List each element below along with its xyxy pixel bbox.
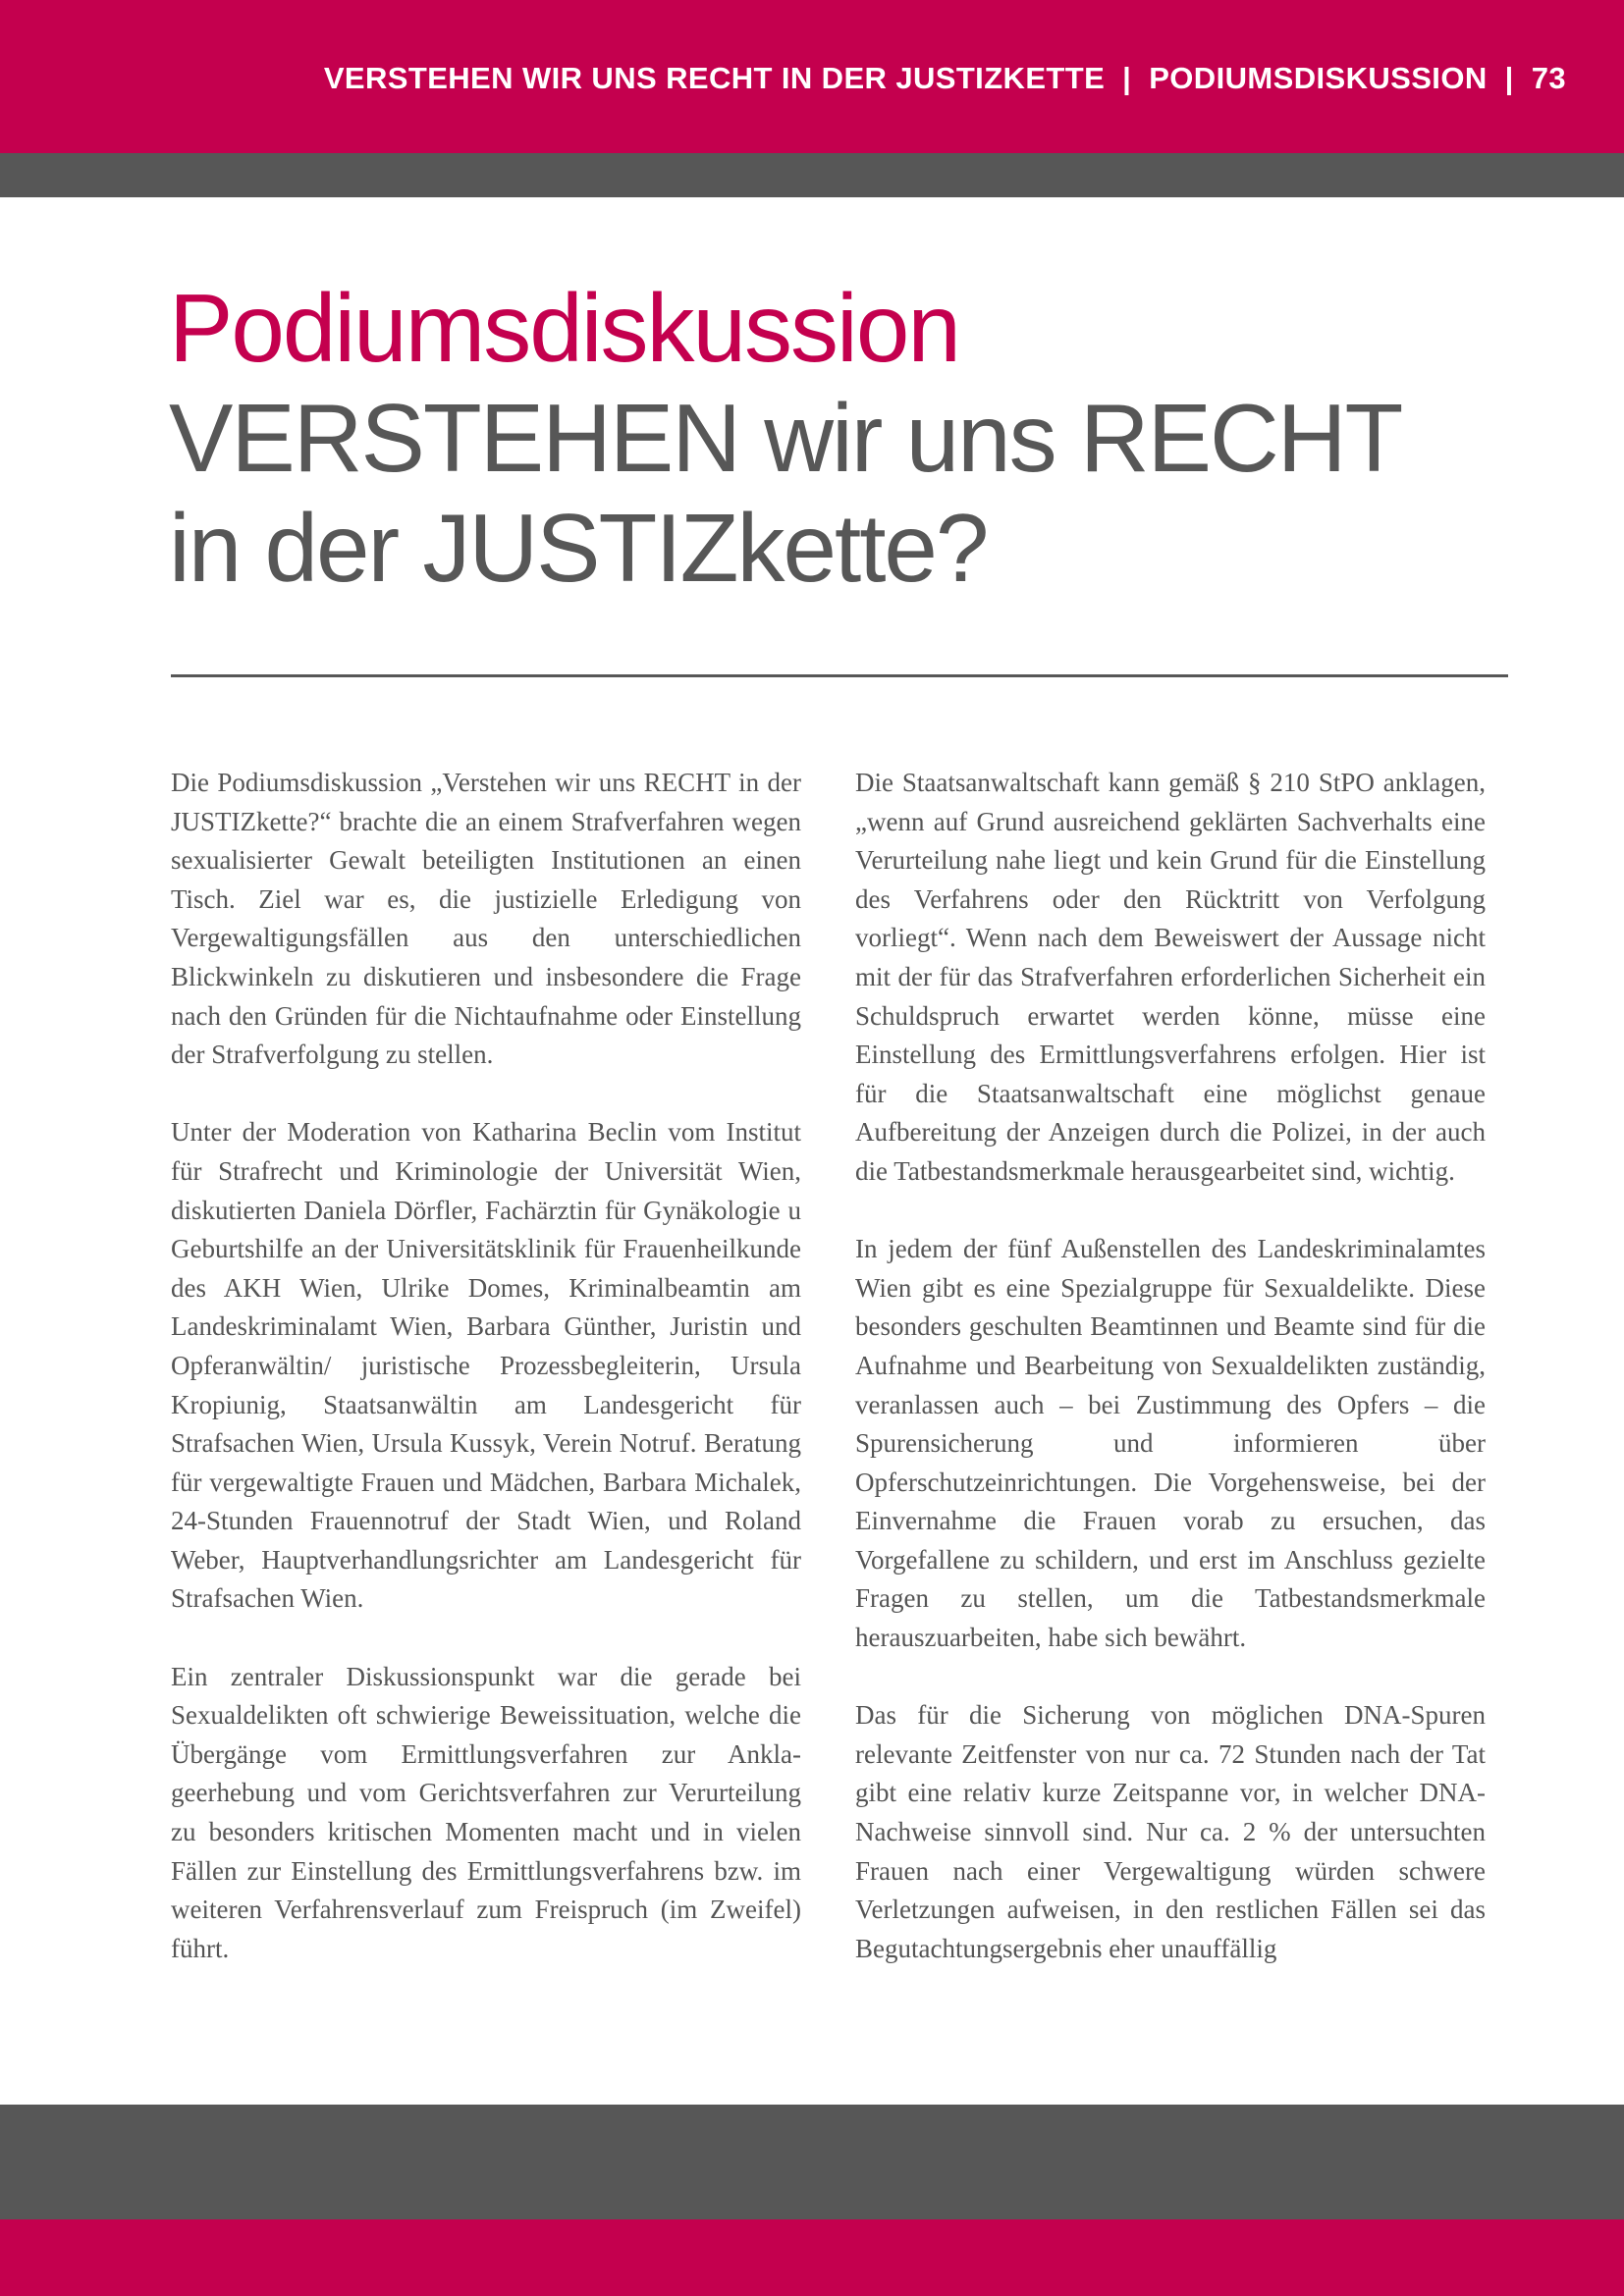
right-column [855,764,1486,2007]
running-header-section: PODIUMSDISKUSSION [1149,61,1488,95]
paragraph: Unter der Moderation von Katharina Beclin vom Institut für Strafrecht und Kriminologie der Universität Wien, diskutierten Daniela Dörfler, Fachärztin für Gynäkologie u Geburtshilfe an der Universitätsklinik für Frauenheilkunde des AKH Wien, Ulrike Domes, Kriminalbeamtin am Landeskriminalamt Wien, Barbara Günther, Juristin und Opferanwältin/ juristische Prozessbegleiterin, Ursula Kropiunig, Staatsanwältin am Landesgericht für Strafsachen Wien, Ursula Kussyk, Verein Notruf. Beratung für vergewaltigte Frauen und Mädchen, Barbara Michalek, 24-Stunden Frauennotruf der Stadt Wien, und Roland Weber, Hauptverhandlungsrichter am Landesgericht für Strafsachen Wien. [171,1117,801,1614]
running-header-separator: | [1122,61,1132,95]
page-title [169,273,1401,603]
header-grey-band [0,153,1624,197]
footer-band [0,2219,1624,2296]
running-header-title: VERSTEHEN WIR UNS RECHT IN DER JUSTIZKETTE [323,61,1106,95]
title-line-1: Podiumsdiskussion [169,274,959,382]
paragraph: Ein zentraler Diskussionspunkt war die gerade bei Sexualdelikten oft schwierige Beweissituation, welche die Übergänge vom Ermittlungsverfahren zur Anklageerhebung und vom Gerichtsverfahren zur Verurteilung zu besonders kritischen Momenten macht und in vielen Fällen zur Einstellung des Ermittlungsverfahrens bzw. im weiteren Verfahrensverlauf zum Freispruch (im Zweifel) führt. [171,1661,801,1963]
title-divider [171,674,1508,677]
running-header [324,55,1566,102]
paragraph: In jedem der fünf Außenstellen des Landeskriminalamtes Wien gibt es eine Spezialgruppe für Sexualdelikte. Diese besonders geschulten Beamtinnen und Beamte sind für die Aufnahme und Bearbeitung von Sexualdelikten zuständig, veranlassen auch – bei Zustimmung des Opfers – die Spurensicherung und informieren über Opferschutzeinrichtungen. Die Vorgehensweise, bei der Einvernahme die Frauen vorab zu ersuchen, das Vorgefallene zu schildern, und erst im Anschluss gezielte Fragen zu stellen, um die Tatbestandsmerkmale herauszuarbeiten, habe sich bewährt. [855,1234,1486,1653]
footer-grey-band [0,2105,1624,2219]
paragraph: Die Staatsanwaltschaft kann gemäß § 210 StPO anklagen, „wenn auf Grund ausreichend geklärten Sachverhalts eine Verurteilung nahe liegt und kein Grund für die Einstellung des Verfahrens oder den Rücktritt von Verfolgung vorliegt“. Wenn nach dem Beweiswert der Aussage nicht mit der für das Strafverfahren erforderlichen Sicherheit ein Schuldspruch erwartet werden könne, müsse eine Einstellung des Ermittlungsverfahrens erfolgen. Hier ist für die Staatsanwaltschaft eine möglichst genaue Aufbereitung der Anzeigen durch die Polizei, in der auch die Tatbestandsmerkmale herausgearbeitet sind, wichtig. [855,768,1486,1186]
paragraph: Die Podiumsdiskussion „Verstehen wir uns RECHT in der JUSTIZkette?“ brachte die an einem Strafverfahren wegen sexualisierter Gewalt beteiligten Institutionen an einen Tisch. Ziel war es, die justizielle Erledigung von Vergewaltigungsfällen aus den unterschiedlichen Blickwinkeln zu diskutieren und insbesondere die Frage nach den Gründen für die Nichtaufnahme oder Einstellung der Strafverfolgung zu stellen. [171,768,801,1070]
title-line-3: in der JUSTIZkette? [169,494,988,602]
page-number: 73 [1531,61,1566,95]
paragraph: Das für die Sicherung von möglichen DNA-Spuren relevante Zeitfenster von nur ca. 72 Stunden nach der Tat gibt eine relativ kurze Zeitspanne vor, in welcher DNA-Nachweise sinnvoll sind. Nur ca. 2 % der untersuchten Frauen nach einer Vergewaltigung würden schwere Verletzungen aufweisen, in den restlichen Fällen sei das Begutachtungsergebnis eher unauffällig [855,1700,1486,1963]
title-line-2: VERSTEHEN wir uns RECHT [169,384,1402,492]
running-header-separator: | [1504,61,1514,95]
left-column [171,764,801,2007]
